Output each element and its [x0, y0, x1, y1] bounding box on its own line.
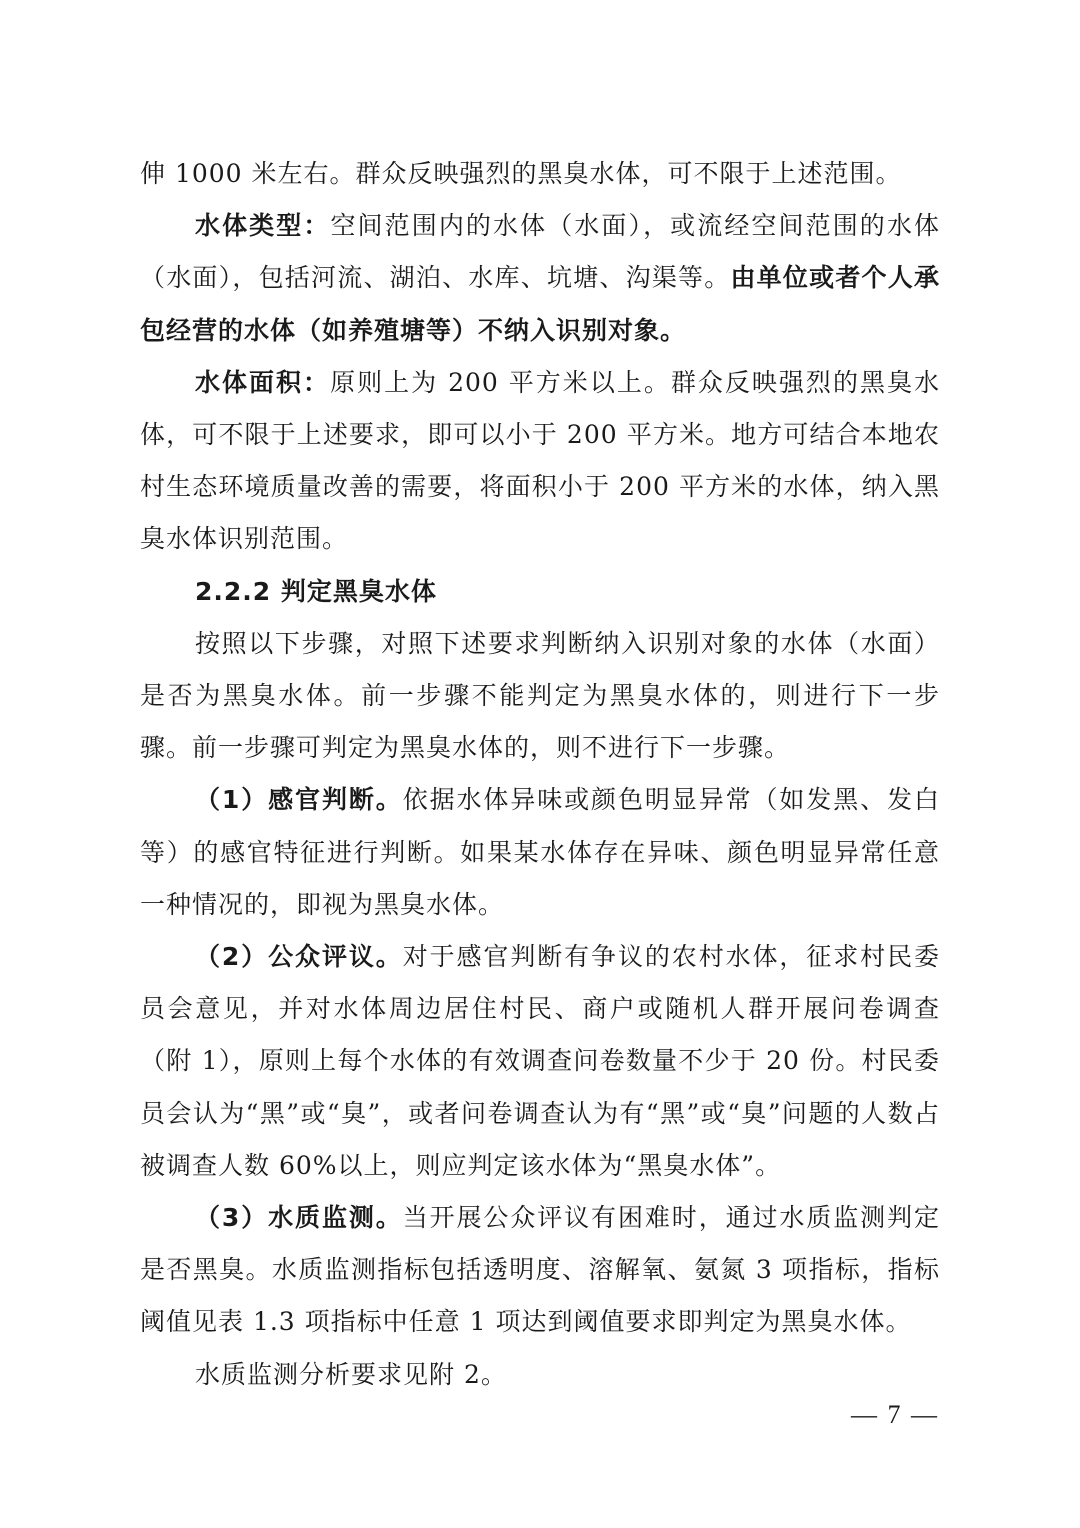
paragraph-text: 按照以下步骤，对照下述要求判断纳入识别对象的水体（水面）是否为黑臭水体。前一步骤不能判定为黑臭水体的，则进行下一步骤。前一步骤可判定为黑臭水体的，则不进行下一步骤。 — [140, 628, 940, 763]
paragraph-public-review — [140, 931, 940, 1192]
paragraph-water-type — [140, 200, 940, 357]
paragraph-steps-intro — [140, 618, 940, 775]
section-heading — [140, 566, 940, 618]
paragraph-sensory-judgement — [140, 774, 940, 931]
paragraph-text: 伸 1000 米左右。群众反映强烈的黑臭水体，可不限于上述范围。 — [140, 159, 902, 188]
section-heading-text: 2.2.2 判定黑臭水体 — [195, 576, 437, 606]
paragraph-text: 原则上为 200 平方米以上。群众反映强烈的黑臭水体，可不限于上述要求，即可以小于 200 平方米。地方可结合本地农村生态环境质量改善的需要，将面积小于 200 平方米的水体，纳入黑臭水体识别范围。 — [140, 367, 940, 554]
paragraph-text: 对于感官判断有争议的农村水体，征求村民委员会意见，并对水体周边居住村民、商户或随机人群开展问卷调查（附 1），原则上每个水体的有效调查问卷数量不少于 20 份。村民委员会认为“黑”或“臭”，或者问卷调查认为有“黑”或“臭”问题的人数占被调查人数 60%以上，则应判定该水体为“黑臭水体”。 — [140, 942, 940, 1180]
step-label: （1）感官判断。 — [195, 785, 403, 815]
paragraph-text: 当开展公众评议有困难时，通过水质监测判定是否黑臭。水质监测指标包括透明度、溶解氧、氨氮 3 项指标，指标阈值见表 1.3 项指标中任意 1 项达到阈值要求即判定为黑臭水体。 — [140, 1203, 940, 1337]
term-label: 水体面积： — [195, 367, 331, 397]
paragraph-monitoring-reference — [140, 1349, 940, 1401]
paragraph-text: 依据水体异味或颜色明显异常（如发黑、发白等）的感官特征进行判断。如果某水体存在异味、颜色明显异常任意一种情况的，即视为黑臭水体。 — [140, 785, 940, 919]
body-text — [140, 148, 940, 1401]
paragraph-text: 空间范围内的水体（水面），或流经空间范围的水体（水面），包括河流、湖泊、水库、坑塘、沟渠等。 — [140, 211, 940, 293]
paragraph-text: 水质监测分析要求见附 2。 — [195, 1359, 507, 1389]
emphasis-text: 由单位或者个人承包经营的水体（如养殖塘等）不纳入识别对象。 — [140, 263, 940, 345]
term-label: 水体类型： — [195, 211, 331, 241]
paragraph-continuation — [140, 148, 940, 200]
step-label: （3）水质监测。 — [195, 1203, 403, 1233]
paragraph-water-area — [140, 357, 940, 566]
step-label: （2）公众评议。 — [195, 942, 403, 972]
page-number: — 7 — — [851, 1400, 939, 1429]
paragraph-water-quality-monitoring — [140, 1192, 940, 1349]
